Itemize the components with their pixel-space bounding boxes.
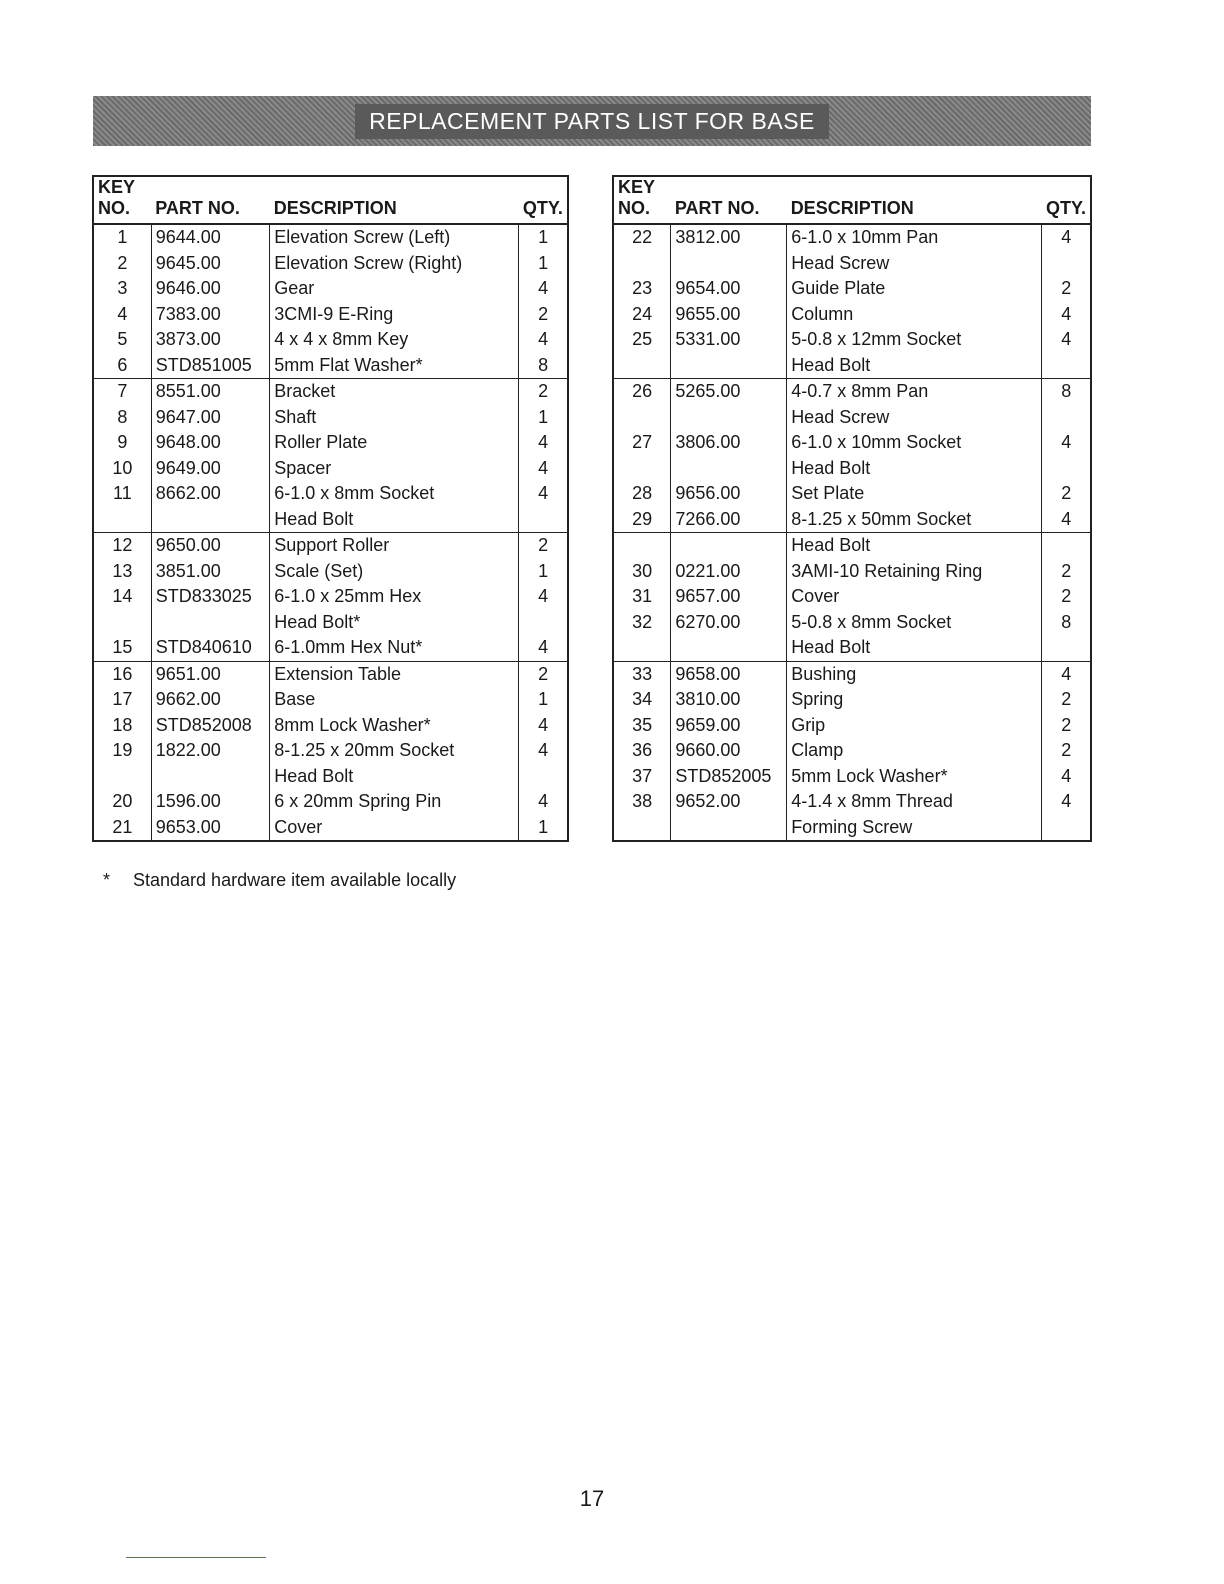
cell-key-no: 29	[613, 507, 671, 533]
cell-part-no	[671, 405, 787, 431]
footnote	[103, 870, 456, 891]
cell-description: Column	[787, 302, 1042, 328]
cell-description: 4-1.4 x 8mm Thread	[787, 789, 1042, 815]
cell-part-no: 9662.00	[151, 687, 269, 713]
cell-qty: 4	[1042, 430, 1091, 456]
cell-key-no	[613, 405, 671, 431]
cell-key-no: 13	[112, 560, 133, 581]
cell-qty: 2	[519, 302, 568, 328]
cell-qty: 1	[519, 559, 568, 585]
cell-key-no: 3	[117, 278, 128, 298]
cell-description: Bushing	[787, 661, 1042, 687]
cell-description: Scale (Set)	[270, 559, 519, 585]
cell-key-no: 17	[112, 689, 133, 709]
cell-qty: 4	[519, 456, 568, 482]
parts-table-right-body	[613, 224, 1091, 841]
header-key-no: KEY NO.	[93, 176, 151, 224]
cell-qty: 4	[1042, 224, 1091, 251]
cell-part-no: 0221.00	[671, 559, 787, 585]
cell-description: 6-1.0 x 8mm Socket	[270, 481, 519, 507]
table-row	[613, 610, 1091, 636]
table-row	[613, 559, 1091, 585]
cell-key-no	[613, 635, 671, 661]
table-row	[93, 302, 568, 328]
table-row	[613, 764, 1091, 790]
cell-key-no: 34	[632, 689, 653, 709]
cell-part-no: 9646.00	[151, 276, 269, 302]
header-description: DESCRIPTION	[270, 176, 519, 224]
footnote-mark: *	[103, 870, 111, 890]
cell-part-no: 9654.00	[671, 276, 787, 302]
cell-description: Head Bolt	[787, 456, 1042, 482]
cell-part-no: STD852005	[671, 764, 787, 790]
cell-key-no: 11	[113, 483, 132, 503]
cell-description: Extension Table	[270, 661, 519, 687]
cell-qty: 8	[1042, 379, 1091, 405]
table-row	[93, 353, 568, 379]
cell-key-no: 38	[632, 791, 653, 811]
cell-key-no: 9	[117, 432, 128, 452]
cell-qty: 4	[519, 738, 568, 764]
cell-key-no	[613, 251, 671, 277]
cell-qty: 4	[519, 327, 568, 353]
cell-description: Shaft	[270, 405, 519, 431]
cell-key-no: 25	[632, 329, 653, 349]
cell-description: Head Screw	[787, 251, 1042, 277]
header-key-no: KEY NO.	[613, 176, 671, 224]
cell-part-no: 7383.00	[151, 302, 269, 328]
table-row	[613, 379, 1091, 405]
cell-description: Set Plate	[787, 481, 1042, 507]
cell-qty: 4	[1042, 302, 1091, 328]
cell-part-no	[671, 251, 787, 277]
table-row	[613, 327, 1091, 353]
cell-key-no: 36	[632, 740, 653, 760]
table-row	[93, 559, 568, 585]
cell-qty: 1	[519, 815, 568, 842]
cell-qty: 1	[519, 224, 568, 251]
cell-key-no: 12	[112, 535, 133, 555]
cell-key-no: 18	[112, 714, 133, 735]
cell-qty: 2	[519, 533, 568, 559]
cell-key-no: 4	[117, 303, 128, 324]
cell-qty: 8	[1042, 610, 1091, 636]
cell-key-no	[613, 815, 671, 842]
table-row	[613, 507, 1091, 533]
cell-part-no	[671, 456, 787, 482]
cell-key-no: 37	[632, 765, 653, 786]
cell-qty: 4	[1042, 661, 1091, 687]
table-row	[93, 533, 568, 559]
cell-qty: 4	[1042, 789, 1091, 815]
table-row	[613, 713, 1091, 739]
cell-part-no	[671, 533, 787, 559]
cell-description: Cover	[787, 584, 1042, 610]
cell-part-no: 3806.00	[671, 430, 787, 456]
cell-description: Roller Plate	[270, 430, 519, 456]
cell-key-no: 23	[632, 278, 653, 298]
cell-qty: 4	[1042, 507, 1091, 533]
table-row	[613, 738, 1091, 764]
cell-part-no: 9658.00	[671, 661, 787, 687]
cell-description: Elevation Screw (Right)	[270, 251, 519, 277]
cell-description: Elevation Screw (Left)	[270, 224, 519, 251]
cell-description: 6-1.0mm Hex Nut*	[270, 635, 519, 661]
table-row	[93, 251, 568, 277]
cell-part-no: 6270.00	[671, 610, 787, 636]
cell-part-no: 1596.00	[151, 789, 269, 815]
cell-qty: 4	[519, 430, 568, 456]
cell-description: Head Bolt	[787, 635, 1042, 661]
table-row	[93, 713, 568, 739]
cell-description: 6-1.0 x 10mm Pan	[787, 224, 1042, 251]
cell-description: 4-0.7 x 8mm Pan	[787, 379, 1042, 405]
cell-qty: 2	[1042, 713, 1091, 739]
cell-qty: 1	[519, 687, 568, 713]
cell-qty: 4	[519, 635, 568, 661]
cell-part-no: 3810.00	[671, 687, 787, 713]
cell-part-no: STD851005	[151, 353, 269, 379]
table-row	[93, 764, 568, 790]
table-row	[613, 353, 1091, 379]
cell-key-no: 1	[117, 227, 128, 247]
cell-key-no: 33	[632, 663, 653, 684]
cell-description: Gear	[270, 276, 519, 302]
table-row	[93, 507, 568, 533]
table-row	[93, 481, 568, 507]
cell-part-no: 9660.00	[671, 738, 787, 764]
cell-description: 4 x 4 x 8mm Key	[270, 327, 519, 353]
cell-description: Support Roller	[270, 533, 519, 559]
table-row	[613, 302, 1091, 328]
cell-description: Head Bolt	[787, 533, 1042, 559]
table-row	[93, 430, 568, 456]
cell-description: 8-1.25 x 20mm Socket	[270, 738, 519, 764]
cell-part-no: 9645.00	[151, 251, 269, 277]
table-row	[93, 687, 568, 713]
cell-description: 5-0.8 x 8mm Socket	[787, 610, 1042, 636]
cell-qty: 4	[519, 276, 568, 302]
cell-qty	[519, 507, 568, 533]
cell-key-no: 35	[632, 714, 653, 735]
table-row	[93, 789, 568, 815]
cell-part-no: 9649.00	[151, 456, 269, 482]
cell-part-no: 9659.00	[671, 713, 787, 739]
cell-description: 6 x 20mm Spring Pin	[270, 789, 519, 815]
cell-part-no: 9657.00	[671, 584, 787, 610]
table-row	[613, 224, 1091, 251]
table-row	[93, 405, 568, 431]
cell-part-no: 7266.00	[671, 507, 787, 533]
table-header-row	[93, 176, 568, 224]
cell-qty	[519, 610, 568, 636]
page-title: REPLACEMENT PARTS LIST FOR BASE	[355, 104, 829, 139]
cell-description: 8-1.25 x 50mm Socket	[787, 507, 1042, 533]
cell-part-no: STD852008	[151, 713, 269, 739]
cell-description: 5mm Flat Washer*	[270, 353, 519, 379]
table-row	[93, 610, 568, 636]
parts-table-left	[92, 175, 569, 842]
cell-key-no: 16	[112, 663, 133, 684]
cell-key-no	[93, 764, 151, 790]
cell-key-no	[613, 456, 671, 482]
table-row	[93, 815, 568, 842]
cell-qty: 2	[1042, 276, 1091, 302]
cell-key-no: 30	[632, 560, 653, 581]
cell-qty: 2	[1042, 687, 1091, 713]
cell-description: 5mm Lock Washer*	[787, 764, 1042, 790]
table-row	[93, 661, 568, 687]
cell-key-no: 2	[117, 252, 128, 273]
table-row	[613, 251, 1091, 277]
cell-description: 6-1.0 x 25mm Hex	[270, 584, 519, 610]
cell-description: Forming Screw	[787, 815, 1042, 842]
page-number: 17	[579, 1486, 605, 1511]
cell-part-no: 9651.00	[151, 661, 269, 687]
cell-description: 3CMI-9 E-Ring	[270, 302, 519, 328]
cell-qty	[1042, 533, 1091, 559]
cell-key-no: 8	[117, 406, 128, 427]
cell-description: Head Bolt	[787, 353, 1042, 379]
table-row	[613, 687, 1091, 713]
table-row	[613, 635, 1091, 661]
cell-qty: 4	[519, 789, 568, 815]
table-row	[613, 584, 1091, 610]
cell-qty: 4	[519, 713, 568, 739]
parts-table-left-body	[93, 224, 568, 841]
cell-key-no: 21	[112, 816, 133, 837]
table-row	[613, 815, 1091, 842]
cell-qty	[1042, 815, 1091, 842]
header-description: DESCRIPTION	[787, 176, 1042, 224]
cell-key-no: 10	[112, 457, 133, 478]
cell-part-no: 3812.00	[671, 224, 787, 251]
cell-part-no: 5331.00	[671, 327, 787, 353]
cell-qty	[1042, 251, 1091, 277]
cell-part-no: 3851.00	[151, 559, 269, 585]
cell-key-no	[613, 533, 671, 559]
table-row	[93, 635, 568, 661]
cell-qty	[1042, 635, 1091, 661]
cell-part-no: 9644.00	[151, 224, 269, 251]
cell-description: Bracket	[270, 379, 519, 405]
cell-part-no: 9655.00	[671, 302, 787, 328]
cell-part-no: 9648.00	[151, 430, 269, 456]
cell-part-no	[151, 507, 269, 533]
cell-part-no: STD833025	[151, 584, 269, 610]
cell-qty	[1042, 405, 1091, 431]
cell-description: Cover	[270, 815, 519, 842]
cell-key-no: 26	[632, 381, 653, 401]
table-row	[93, 276, 568, 302]
cell-part-no: 1822.00	[151, 738, 269, 764]
table-row	[613, 456, 1091, 482]
cell-qty: 1	[519, 405, 568, 431]
cell-qty: 2	[519, 661, 568, 687]
cell-key-no: 32	[632, 611, 653, 632]
cell-description: Guide Plate	[787, 276, 1042, 302]
table-row	[613, 661, 1091, 687]
footnote-text: Standard hardware item available locally	[133, 870, 457, 890]
cell-key-no: 19	[112, 740, 133, 760]
cell-key-no: 5	[117, 329, 128, 349]
header-part-no: PART NO.	[671, 176, 787, 224]
cell-qty	[519, 764, 568, 790]
table-row	[93, 738, 568, 764]
cell-qty: 4	[519, 481, 568, 507]
cell-key-no: 20	[112, 791, 133, 811]
table-row	[93, 379, 568, 405]
cell-part-no	[671, 635, 787, 661]
bottom-rule	[126, 1557, 266, 1558]
cell-qty: 2	[1042, 559, 1091, 585]
cell-qty: 1	[519, 251, 568, 277]
cell-description: Head Bolt*	[270, 610, 519, 636]
cell-description: 5-0.8 x 12mm Socket	[787, 327, 1042, 353]
cell-description: Clamp	[787, 738, 1042, 764]
table-row	[613, 789, 1091, 815]
header-part-no: PART NO.	[151, 176, 269, 224]
cell-part-no: 9647.00	[151, 405, 269, 431]
cell-qty	[1042, 456, 1091, 482]
cell-part-no	[671, 353, 787, 379]
cell-description: Head Bolt	[270, 764, 519, 790]
title-banner	[93, 96, 1091, 146]
table-row	[93, 456, 568, 482]
cell-description: 3AMI-10 Retaining Ring	[787, 559, 1042, 585]
cell-qty: 4	[1042, 327, 1091, 353]
cell-part-no: STD840610	[151, 635, 269, 661]
cell-key-no: 31	[632, 586, 653, 606]
cell-part-no: 9656.00	[671, 481, 787, 507]
cell-key-no: 28	[632, 483, 653, 503]
cell-part-no: 9650.00	[151, 533, 269, 559]
cell-qty: 2	[1042, 738, 1091, 764]
cell-key-no	[613, 353, 671, 379]
cell-part-no: 3873.00	[151, 327, 269, 353]
cell-key-no	[93, 507, 151, 533]
parts-table-right	[612, 175, 1092, 842]
cell-part-no: 9652.00	[671, 789, 787, 815]
cell-key-no	[93, 610, 151, 636]
cell-part-no	[671, 815, 787, 842]
cell-description: Spring	[787, 687, 1042, 713]
cell-description: Head Bolt	[270, 507, 519, 533]
table-row	[613, 405, 1091, 431]
cell-key-no: 6	[93, 353, 151, 379]
cell-qty	[1042, 353, 1091, 379]
cell-description: 6-1.0 x 10mm Socket	[787, 430, 1042, 456]
cell-part-no	[151, 610, 269, 636]
header-qty: QTY.	[519, 176, 568, 224]
table-header-row	[613, 176, 1091, 224]
cell-description: Grip	[787, 713, 1042, 739]
cell-key-no: 14	[112, 586, 133, 606]
cell-key-no: 22	[632, 227, 653, 247]
cell-key-no: 24	[632, 303, 653, 324]
cell-qty: 4	[1042, 764, 1091, 790]
cell-part-no	[151, 764, 269, 790]
table-row	[613, 533, 1091, 559]
cell-qty: 4	[519, 584, 568, 610]
table-row	[93, 584, 568, 610]
cell-key-no: 7	[117, 381, 128, 401]
cell-description: Head Screw	[787, 405, 1042, 431]
table-row	[93, 224, 568, 251]
table-row	[613, 430, 1091, 456]
table-row	[93, 327, 568, 353]
cell-description: Spacer	[270, 456, 519, 482]
cell-qty: 2	[1042, 481, 1091, 507]
cell-qty: 2	[1042, 584, 1091, 610]
cell-part-no: 8551.00	[151, 379, 269, 405]
cell-key-no: 27	[632, 432, 653, 452]
cell-description: 8mm Lock Washer*	[270, 713, 519, 739]
cell-part-no: 5265.00	[671, 379, 787, 405]
cell-part-no: 9653.00	[151, 815, 269, 842]
table-row	[613, 276, 1091, 302]
cell-description: Base	[270, 687, 519, 713]
cell-key-no: 15	[93, 635, 151, 661]
cell-part-no: 8662.00	[151, 481, 269, 507]
table-row	[613, 481, 1091, 507]
cell-qty: 8	[519, 353, 568, 379]
header-qty: QTY.	[1042, 176, 1091, 224]
cell-qty: 2	[519, 379, 568, 405]
